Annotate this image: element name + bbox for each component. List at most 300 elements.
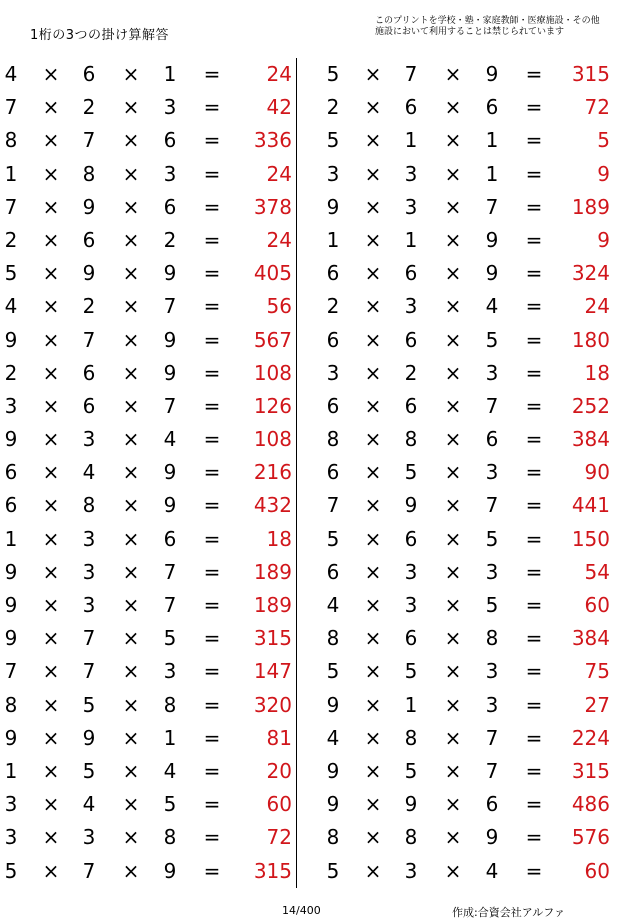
equation-row [0, 622, 300, 655]
answer: 216 [253, 460, 292, 485]
operand-1: 4 [326, 725, 340, 750]
times-sign: × [42, 294, 60, 319]
operand-2: 6 [404, 261, 418, 286]
times-sign: × [42, 626, 60, 651]
times-sign: × [444, 427, 462, 452]
answer: 567 [253, 327, 292, 352]
operand-3: 3 [163, 659, 177, 684]
answer: 315 [571, 758, 610, 783]
operand-1: 7 [4, 95, 18, 120]
equals-sign: = [203, 858, 221, 883]
times-sign: × [444, 758, 462, 783]
times-sign: × [364, 261, 382, 286]
answer: 432 [253, 493, 292, 518]
operand-3: 7 [485, 758, 499, 783]
equals-sign: = [525, 227, 543, 252]
operand-1: 9 [326, 194, 340, 219]
times-sign: × [122, 194, 140, 219]
equals-sign: = [525, 526, 543, 551]
operand-2: 9 [82, 725, 96, 750]
times-sign: × [42, 95, 60, 120]
operand-3: 5 [485, 526, 499, 551]
operand-2: 9 [404, 792, 418, 817]
answer: 27 [584, 692, 610, 717]
times-sign: × [42, 161, 60, 186]
times-sign: × [42, 194, 60, 219]
times-sign: × [444, 626, 462, 651]
operand-2: 3 [404, 858, 418, 883]
operand-1: 8 [326, 427, 340, 452]
times-sign: × [364, 526, 382, 551]
answer: 384 [571, 626, 610, 651]
operand-1: 2 [4, 360, 18, 385]
times-sign: × [42, 393, 60, 418]
equation-row [322, 456, 622, 489]
times-sign: × [122, 659, 140, 684]
times-sign: × [364, 593, 382, 617]
equation-row [322, 788, 622, 821]
answer: 576 [571, 825, 610, 850]
operand-1: 7 [326, 493, 340, 518]
times-sign: × [42, 360, 60, 385]
operand-3: 2 [163, 227, 177, 252]
answer: 18 [266, 526, 292, 551]
equals-sign: = [203, 526, 221, 551]
operand-1: 7 [4, 194, 18, 219]
operand-3: 6 [163, 128, 177, 153]
equation-row [0, 290, 300, 323]
equation-row [0, 755, 300, 788]
equation-row [0, 655, 300, 688]
operand-3: 1 [163, 725, 177, 750]
equation-row [0, 855, 300, 888]
operand-2: 2 [404, 360, 418, 385]
times-sign: × [122, 626, 140, 651]
answer: 378 [253, 194, 292, 219]
operand-3: 6 [163, 526, 177, 551]
operand-1: 3 [326, 360, 340, 385]
operand-2: 4 [82, 792, 96, 817]
equation-row [0, 91, 300, 124]
times-sign: × [364, 393, 382, 418]
times-sign: × [122, 593, 140, 617]
times-sign: × [122, 261, 140, 286]
equals-sign: = [525, 194, 543, 219]
operand-1: 8 [326, 626, 340, 651]
times-sign: × [42, 460, 60, 485]
times-sign: × [364, 493, 382, 518]
operand-3: 7 [163, 294, 177, 319]
times-sign: × [364, 659, 382, 684]
operand-2: 8 [404, 427, 418, 452]
answer: 9 [597, 161, 610, 186]
operand-2: 8 [404, 725, 418, 750]
times-sign: × [122, 758, 140, 783]
operand-2: 3 [82, 526, 96, 551]
operand-2: 8 [404, 825, 418, 850]
times-sign: × [364, 294, 382, 319]
equation-row [0, 324, 300, 357]
times-sign: × [444, 659, 462, 684]
operand-1: 2 [326, 294, 340, 319]
usage-notice: このプリントを学校・塾・家庭教師・医療施設・その他 施設において利用することは禁じられています [375, 16, 600, 37]
equation-row [322, 58, 622, 91]
operand-2: 1 [404, 227, 418, 252]
operand-2: 3 [82, 427, 96, 452]
operand-3: 5 [485, 593, 499, 617]
equation-row [0, 489, 300, 522]
equals-sign: = [525, 62, 543, 86]
times-sign: × [364, 194, 382, 219]
times-sign: × [444, 294, 462, 319]
equation-row [0, 722, 300, 755]
operand-2: 5 [404, 659, 418, 684]
operand-2: 6 [404, 626, 418, 651]
equation-row [0, 689, 300, 722]
operand-3: 3 [485, 659, 499, 684]
answer: 126 [253, 393, 292, 418]
equals-sign: = [525, 626, 543, 651]
times-sign: × [122, 95, 140, 120]
column-divider [296, 58, 297, 888]
operand-1: 3 [4, 825, 18, 850]
answer: 384 [571, 427, 610, 452]
times-sign: × [42, 493, 60, 518]
equation-row [322, 91, 622, 124]
times-sign: × [444, 692, 462, 717]
answer: 72 [266, 825, 292, 850]
equation-row [322, 357, 622, 390]
equals-sign: = [203, 825, 221, 850]
equation-row [322, 655, 622, 688]
times-sign: × [122, 493, 140, 518]
times-sign: × [364, 626, 382, 651]
equals-sign: = [525, 593, 543, 617]
times-sign: × [444, 526, 462, 551]
operand-3: 4 [485, 858, 499, 883]
times-sign: × [42, 427, 60, 452]
times-sign: × [122, 792, 140, 817]
answer: 5 [597, 128, 610, 153]
times-sign: × [42, 725, 60, 750]
operand-1: 9 [326, 692, 340, 717]
equals-sign: = [203, 493, 221, 518]
times-sign: × [444, 460, 462, 485]
times-sign: × [42, 526, 60, 551]
answer: 60 [584, 593, 610, 617]
operand-3: 6 [163, 194, 177, 219]
equals-sign: = [525, 360, 543, 385]
operand-3: 9 [163, 493, 177, 518]
operand-3: 9 [163, 261, 177, 286]
answer: 147 [253, 659, 292, 684]
equation-row [0, 124, 300, 157]
times-sign: × [364, 95, 382, 120]
operand-1: 5 [326, 62, 340, 86]
operand-1: 8 [4, 128, 18, 153]
operand-2: 4 [82, 460, 96, 485]
operand-3: 3 [485, 692, 499, 717]
answer: 108 [253, 360, 292, 385]
times-sign: × [42, 659, 60, 684]
answer: 24 [266, 161, 292, 186]
operand-1: 6 [326, 261, 340, 286]
times-sign: × [122, 559, 140, 584]
times-sign: × [42, 62, 60, 86]
right-column [322, 58, 622, 888]
equals-sign: = [525, 95, 543, 120]
operand-2: 9 [82, 261, 96, 286]
answer: 189 [253, 593, 292, 617]
times-sign: × [122, 62, 140, 86]
operand-2: 7 [82, 858, 96, 883]
operand-2: 5 [82, 758, 96, 783]
operand-3: 9 [485, 825, 499, 850]
times-sign: × [444, 261, 462, 286]
times-sign: × [444, 792, 462, 817]
operand-1: 2 [326, 95, 340, 120]
times-sign: × [42, 792, 60, 817]
times-sign: × [444, 393, 462, 418]
operand-2: 6 [82, 360, 96, 385]
operand-3: 9 [485, 62, 499, 86]
equation-row [0, 423, 300, 456]
operand-2: 7 [404, 62, 418, 86]
operand-1: 9 [4, 626, 18, 651]
operand-2: 3 [404, 593, 418, 617]
answer: 189 [253, 559, 292, 584]
times-sign: × [122, 460, 140, 485]
times-sign: × [122, 294, 140, 319]
equals-sign: = [525, 128, 543, 153]
equals-sign: = [525, 858, 543, 883]
times-sign: × [444, 128, 462, 153]
times-sign: × [364, 460, 382, 485]
operand-3: 7 [163, 559, 177, 584]
equation-row [322, 390, 622, 423]
equation-row [322, 689, 622, 722]
equation-row [0, 191, 300, 224]
operand-1: 1 [4, 526, 18, 551]
equals-sign: = [203, 427, 221, 452]
operand-1: 7 [4, 659, 18, 684]
times-sign: × [122, 825, 140, 850]
operand-2: 6 [82, 227, 96, 252]
operand-1: 5 [4, 858, 18, 883]
operand-2: 6 [82, 62, 96, 86]
answer: 486 [571, 792, 610, 817]
equals-sign: = [525, 327, 543, 352]
equals-sign: = [525, 559, 543, 584]
times-sign: × [444, 493, 462, 518]
times-sign: × [444, 327, 462, 352]
equation-row [0, 224, 300, 257]
operand-1: 9 [4, 327, 18, 352]
equals-sign: = [203, 758, 221, 783]
answer: 24 [584, 294, 610, 319]
page-number: 14/400 [282, 904, 321, 917]
equation-row [0, 158, 300, 191]
operand-1: 6 [326, 393, 340, 418]
operand-1: 4 [4, 294, 18, 319]
operand-1: 5 [326, 526, 340, 551]
operand-2: 3 [82, 825, 96, 850]
equation-row [322, 224, 622, 257]
operand-3: 1 [163, 62, 177, 86]
operand-3: 6 [485, 427, 499, 452]
equals-sign: = [203, 559, 221, 584]
operand-1: 2 [4, 227, 18, 252]
times-sign: × [122, 725, 140, 750]
times-sign: × [364, 128, 382, 153]
answer: 9 [597, 227, 610, 252]
times-sign: × [122, 393, 140, 418]
times-sign: × [364, 725, 382, 750]
equation-row [0, 821, 300, 854]
operand-2: 3 [404, 161, 418, 186]
operand-3: 3 [485, 360, 499, 385]
equals-sign: = [525, 692, 543, 717]
operand-1: 3 [326, 161, 340, 186]
equals-sign: = [203, 261, 221, 286]
times-sign: × [364, 360, 382, 385]
equals-sign: = [525, 460, 543, 485]
equals-sign: = [525, 393, 543, 418]
equation-row [322, 290, 622, 323]
operand-1: 8 [4, 692, 18, 717]
operand-2: 3 [82, 559, 96, 584]
operand-3: 8 [485, 626, 499, 651]
times-sign: × [444, 161, 462, 186]
operand-1: 6 [326, 460, 340, 485]
equation-row [0, 390, 300, 423]
times-sign: × [444, 825, 462, 850]
times-sign: × [364, 825, 382, 850]
equation-row [322, 755, 622, 788]
operand-1: 4 [326, 593, 340, 617]
operand-2: 5 [404, 460, 418, 485]
equals-sign: = [203, 593, 221, 617]
operand-3: 4 [485, 294, 499, 319]
operand-3: 6 [485, 95, 499, 120]
times-sign: × [364, 227, 382, 252]
equals-sign: = [203, 161, 221, 186]
equation-row [0, 788, 300, 821]
operand-2: 3 [404, 294, 418, 319]
times-sign: × [122, 692, 140, 717]
operand-2: 2 [82, 95, 96, 120]
equals-sign: = [203, 460, 221, 485]
equals-sign: = [525, 758, 543, 783]
operand-3: 9 [485, 227, 499, 252]
times-sign: × [42, 858, 60, 883]
operand-2: 1 [404, 692, 418, 717]
times-sign: × [42, 758, 60, 783]
times-sign: × [364, 161, 382, 186]
operand-2: 5 [404, 758, 418, 783]
operand-2: 8 [82, 493, 96, 518]
equals-sign: = [203, 393, 221, 418]
operand-2: 9 [82, 194, 96, 219]
operand-3: 6 [485, 792, 499, 817]
operand-1: 6 [4, 460, 18, 485]
equation-row [322, 589, 622, 622]
operand-1: 9 [4, 559, 18, 584]
equation-row [322, 722, 622, 755]
answer: 60 [266, 792, 292, 817]
operand-3: 9 [485, 261, 499, 286]
equals-sign: = [203, 128, 221, 153]
equation-row [322, 821, 622, 854]
operand-2: 7 [82, 327, 96, 352]
equation-row [0, 589, 300, 622]
operand-1: 6 [326, 559, 340, 584]
operand-1: 3 [4, 792, 18, 817]
equals-sign: = [203, 62, 221, 86]
times-sign: × [122, 858, 140, 883]
equals-sign: = [525, 161, 543, 186]
operand-2: 6 [404, 393, 418, 418]
operand-2: 6 [82, 393, 96, 418]
times-sign: × [364, 692, 382, 717]
answer: 75 [584, 659, 610, 684]
operand-3: 3 [163, 161, 177, 186]
operand-3: 8 [163, 825, 177, 850]
times-sign: × [444, 725, 462, 750]
answer: 315 [253, 626, 292, 651]
equation-row [0, 58, 300, 91]
times-sign: × [364, 792, 382, 817]
equation-row [322, 257, 622, 290]
times-sign: × [122, 327, 140, 352]
answer: 315 [571, 62, 610, 86]
operand-3: 7 [485, 393, 499, 418]
operand-2: 7 [82, 659, 96, 684]
answer: 24 [266, 227, 292, 252]
left-column [0, 58, 300, 888]
answer: 90 [584, 460, 610, 485]
answer: 108 [253, 427, 292, 452]
equation-row [0, 556, 300, 589]
times-sign: × [444, 227, 462, 252]
times-sign: × [122, 227, 140, 252]
times-sign: × [122, 526, 140, 551]
equation-row [322, 556, 622, 589]
equation-row [322, 423, 622, 456]
operand-3: 3 [485, 460, 499, 485]
operand-1: 9 [4, 593, 18, 617]
operand-1: 9 [326, 792, 340, 817]
times-sign: × [444, 858, 462, 883]
equals-sign: = [525, 261, 543, 286]
times-sign: × [42, 593, 60, 617]
times-sign: × [122, 427, 140, 452]
operand-3: 7 [485, 725, 499, 750]
times-sign: × [122, 128, 140, 153]
operand-3: 3 [163, 95, 177, 120]
equation-row [0, 456, 300, 489]
equation-row [322, 191, 622, 224]
equals-sign: = [525, 294, 543, 319]
equals-sign: = [203, 327, 221, 352]
equation-row [322, 324, 622, 357]
operand-3: 5 [163, 792, 177, 817]
times-sign: × [444, 593, 462, 617]
equation-row [322, 124, 622, 157]
operand-1: 1 [4, 758, 18, 783]
equation-row [322, 523, 622, 556]
operand-1: 5 [326, 128, 340, 153]
